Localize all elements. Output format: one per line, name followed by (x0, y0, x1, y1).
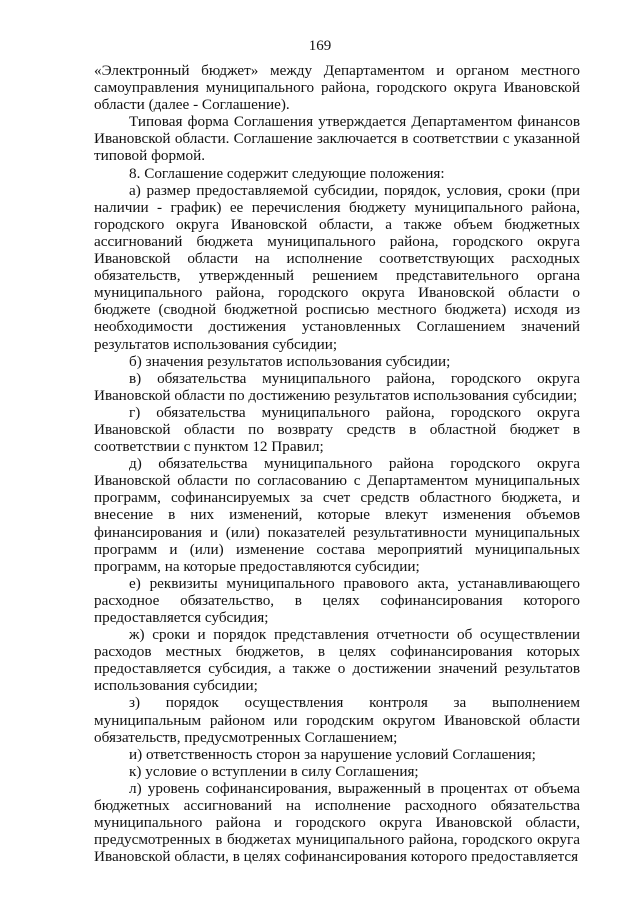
list-item-zh: ж) сроки и порядок представления отчетности об осуществлении расходов местных бюджетов, в целях софинансирования которых предоставляется субсидия, а также о достижении значений результатов использования субсидии; (94, 626, 580, 695)
list-item-a: а) размер предоставляемой субсидии, порядок, условия, сроки (при наличии - график) ее перечисления бюджету муниципального района, городского округа Ивановской области, а также объем бюджетных ассигнований бюджета муниципального района, городского округа Ивановской области на исполнение соответствующих расходных обязательств, утвержденный решением представительного органа муниципального района, городского округа Ивановской области о бюджете (сводной бюджетной росписью местного бюджета) исходя из необходимости достижения установленных Соглашением значений результатов использования субсидии; (94, 181, 580, 353)
list-item-b: б) значения результатов использования субсидии; (129, 352, 451, 370)
document-body (94, 62, 580, 865)
paragraph-continuation: «Электронный бюджет» между Департаментом и органом местного самоуправления муниципального района, городского округа Ивановской области (далее - Соглашение). (94, 62, 580, 114)
list-item-v: в) обязательства муниципального района, городского округа Ивановской области по достижению результатов использования субсидии; (94, 369, 580, 404)
list-item-z: з) порядок осуществления контроля за выполнением муниципальным районом или городским округом Ивановской области обязательств, предусмотренных Соглашением; (94, 694, 580, 746)
list-item-d: д) обязательства муниципального района городского округа Ивановской области по согласованию с Департаментом муниципальных программ, софинансируемых за счет средств областного бюджета, и внесение в них изменений, которые влекут изменения объемов финансирования и (или) показателей результативности муниципальных программ и (или) изменение состава мероприятий муниципальных программ, на которые предоставляются субсидии; (94, 455, 580, 575)
list-item-l: л) уровень софинансирования, выраженный в процентах от объема бюджетных ассигнований на исполнение расходного обязательства муниципального района и городского округа Ивановской области, предусмотренных в бюджетах муниципального района, городского округа Ивановской области, в целях софинансирования которого предоставляется (94, 779, 580, 866)
paragraph-section-8: 8. Соглашение содержит следующие положения: (129, 164, 445, 182)
paragraph-typical-form: Типовая форма Соглашения утверждается Департаментом финансов Ивановской области. Соглашение заключается в соответствии с указанной типовой формой. (94, 113, 580, 165)
list-item-k: к) условие о вступлении в силу Соглашения; (129, 762, 419, 780)
list-item-g: г) обязательства муниципального района, городского округа Ивановской области по возврату средств в областной бюджет в соответствии с пунктом 12 Правил; (94, 403, 580, 456)
list-item-e: е) реквизиты муниципального правового акта, устанавливающего расходное обязательство, в целях софинансирования которого предоставляется субсидия; (94, 574, 580, 626)
page-number: 169 (308, 38, 332, 54)
list-item-i: и) ответственность сторон за нарушение условий Соглашения; (129, 745, 536, 763)
